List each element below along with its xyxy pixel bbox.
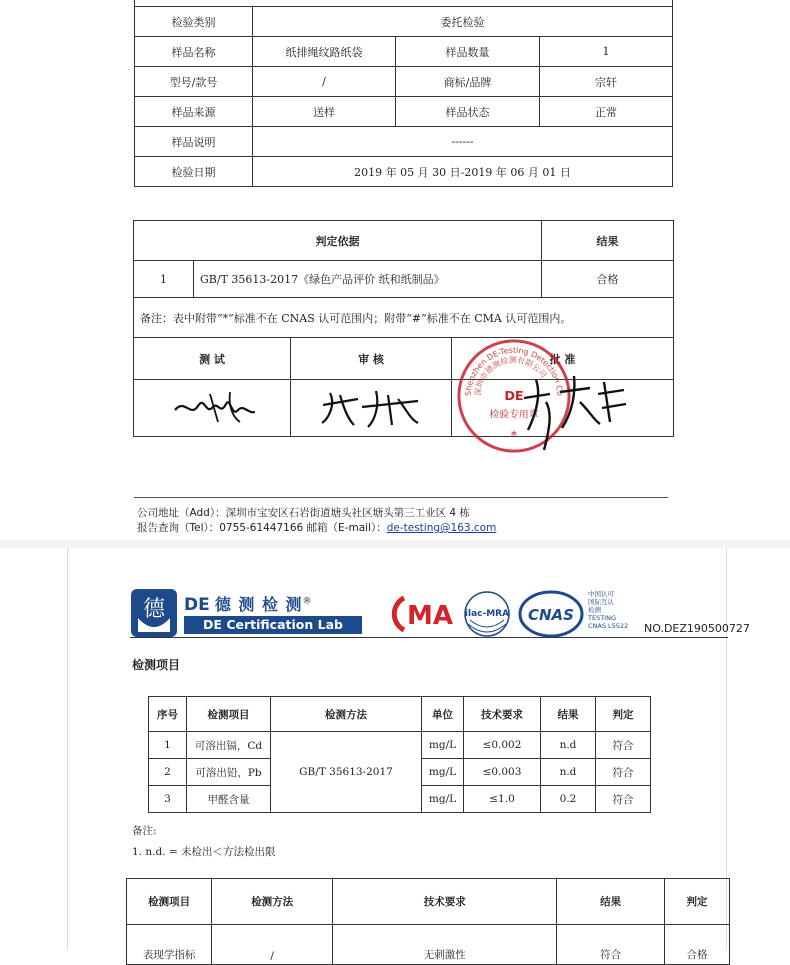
stamp-cn-text: 深圳市德测检测有限公司 xyxy=(473,355,549,397)
table-row xyxy=(135,157,673,187)
basis-text: GB/T 35613-2017《绿色产品评价 纸和纸制品》 xyxy=(194,261,542,298)
cell-requirement: ≤0.003 xyxy=(464,759,541,786)
info-label: 检验类别 xyxy=(135,7,253,37)
column-header: 技术要求 xyxy=(464,697,541,732)
email-link[interactable]: de-testing@163.com xyxy=(386,522,497,534)
cell-item: 甲醛含量 xyxy=(187,786,271,813)
cell-judgement: 合格 xyxy=(664,925,729,965)
sign-label-approve: 批 准 xyxy=(452,338,674,380)
cell-unit: mg/L xyxy=(422,732,464,759)
logo-en: DE xyxy=(184,595,210,615)
logo-glyph: 德 xyxy=(142,597,166,622)
stamp-sub-text: 检验专用章 xyxy=(489,409,539,421)
info-label: 样品名称 xyxy=(135,37,253,67)
basis-index: 1 xyxy=(134,261,194,298)
phone-text: 报告查询（Tel）：0755-61447166 邮箱（E-mail）： xyxy=(137,522,387,534)
stamp-star: * xyxy=(511,428,517,443)
table-header-row xyxy=(149,697,651,732)
basis-header: 判定依据 xyxy=(134,221,542,261)
logo-reg: ® xyxy=(302,596,312,607)
footer-divider xyxy=(134,497,668,498)
sign-label-review: 审 核 xyxy=(291,338,452,380)
cell-result: n.d xyxy=(541,759,596,786)
cell-item: 可溶出镉，Cd xyxy=(187,732,271,759)
ilac-text: ilac-MRA xyxy=(464,609,510,619)
cnas-text: CNAS xyxy=(528,606,574,624)
cell-unit: mg/L xyxy=(422,786,464,813)
cell-no: 1 xyxy=(149,732,187,759)
info-label: 型号/款号 xyxy=(135,67,253,97)
table-row xyxy=(134,221,674,261)
info-value: / xyxy=(253,67,396,97)
info-value: 纸排绳纹路纸袋 xyxy=(253,37,396,67)
info-label: 样品数量 xyxy=(396,37,540,67)
cell-item: 可溶出铅，Pb xyxy=(187,759,271,786)
info-label: 样品说明 xyxy=(135,127,253,157)
cnas-logo-icon xyxy=(518,590,584,638)
page-gap xyxy=(0,540,790,548)
cell-method: GB/T 35613-2017 xyxy=(271,732,422,813)
sign-label-test: 测 试 xyxy=(134,338,291,380)
info-value: 委托检验 xyxy=(253,7,673,37)
tester-signature-image xyxy=(170,388,260,428)
table-header-row xyxy=(127,879,730,925)
cnas-side-text xyxy=(588,590,628,630)
basis-result: 合格 xyxy=(542,261,674,298)
de-logo-icon xyxy=(130,588,178,638)
cell-requirement: 无刺激性 xyxy=(333,925,557,965)
cell-method: / xyxy=(212,925,333,965)
cnas-side-line: 国际互认 xyxy=(588,598,614,606)
column-header: 结果 xyxy=(557,879,665,925)
stamp-center-text: DE xyxy=(504,388,524,404)
table-row xyxy=(135,37,673,67)
header-logo-bar xyxy=(130,588,750,644)
info-value: 1 xyxy=(540,37,673,67)
column-header: 检测方法 xyxy=(271,697,422,732)
company-address: 公司地址（Add）：深圳市宝安区石岩街道塘头社区塘头第三工业区 4 栋 xyxy=(137,507,470,519)
column-header: 结果 xyxy=(541,697,596,732)
column-header: 序号 xyxy=(149,697,187,732)
table-row xyxy=(135,67,673,97)
cell-requirement: ≤1.0 xyxy=(464,786,541,813)
cell-unit: mg/L xyxy=(422,759,464,786)
cnas-side-line: 检测 xyxy=(588,606,601,614)
cell-judgement: 符合 xyxy=(596,732,651,759)
section-title: 检测项目 xyxy=(132,658,181,672)
header-divider xyxy=(130,637,728,638)
cma-text: MA xyxy=(407,601,453,631)
cma-logo-icon xyxy=(392,594,456,634)
approver-signature-image xyxy=(520,368,630,453)
table-row xyxy=(135,127,673,157)
cell-requirement: ≤0.002 xyxy=(464,732,541,759)
sample-info-table xyxy=(134,0,673,187)
note-title: 备注: xyxy=(132,825,157,837)
cell-result: 0.2 xyxy=(541,786,596,813)
test-items-table-2 xyxy=(126,878,730,965)
cell-no: 2 xyxy=(149,759,187,786)
table-row xyxy=(135,97,673,127)
column-header: 技术要求 xyxy=(333,879,557,925)
logo-sub: DE Certification Lab xyxy=(184,616,362,634)
table-row xyxy=(149,732,651,759)
info-label: 样品状态 xyxy=(396,97,540,127)
column-header: 判定 xyxy=(596,697,651,732)
info-value: 送样 xyxy=(253,97,396,127)
info-value: 宗轩 xyxy=(540,67,673,97)
test-items-table xyxy=(148,696,651,813)
cell-item: 表现学指标 xyxy=(127,925,212,965)
report-page-2 xyxy=(68,548,750,962)
table-row xyxy=(134,261,674,298)
report-number: NO.DEZ190500727 xyxy=(644,622,750,635)
info-value: 正常 xyxy=(540,97,673,127)
result-header: 结果 xyxy=(542,221,674,261)
cell-result: 符合 xyxy=(557,925,665,965)
cnas-side-line: CNAS L5522 xyxy=(588,622,629,630)
column-header: 判定 xyxy=(664,879,729,925)
cell-judgement: 符合 xyxy=(596,759,651,786)
column-header: 检测方法 xyxy=(212,879,333,925)
info-value: 2019 年 05 月 30 日-2019 年 06 月 01 日 xyxy=(253,157,673,187)
note-line: 1. n.d. = 未检出＜方法检出限 xyxy=(132,846,276,858)
table-row xyxy=(134,298,674,338)
cnas-side-line: TESTING xyxy=(588,614,616,622)
cell-judgement: 符合 xyxy=(596,786,651,813)
info-value: ------ xyxy=(253,127,673,157)
ilac-logo-icon xyxy=(462,590,512,638)
column-header: 检测项目 xyxy=(127,879,212,925)
remark-text: 备注：表中附带“*”标准不在 CNAS 认可范围内；附带“#”标准不在 CMA 认可范围内。 xyxy=(134,298,674,338)
contact-line xyxy=(137,520,496,535)
info-label: 商标/品牌 xyxy=(396,67,540,97)
cell-result: n.d xyxy=(541,732,596,759)
table-row xyxy=(127,925,730,965)
table-row xyxy=(135,7,673,37)
column-header: 单位 xyxy=(422,697,464,732)
reviewer-signature-image xyxy=(318,385,428,430)
column-header: 检测项目 xyxy=(187,697,271,732)
stamp-ring-text: Shenzhen DE-Testing Detection Co xyxy=(463,345,565,397)
cnas-side-line: 中国认可 xyxy=(588,590,614,598)
info-label: 检验日期 xyxy=(135,157,253,187)
info-label: 样品来源 xyxy=(135,97,253,127)
de-logo-text xyxy=(184,592,312,615)
logo-cn: 德 测 检 测 xyxy=(214,595,303,614)
cell-no: 3 xyxy=(149,786,187,813)
